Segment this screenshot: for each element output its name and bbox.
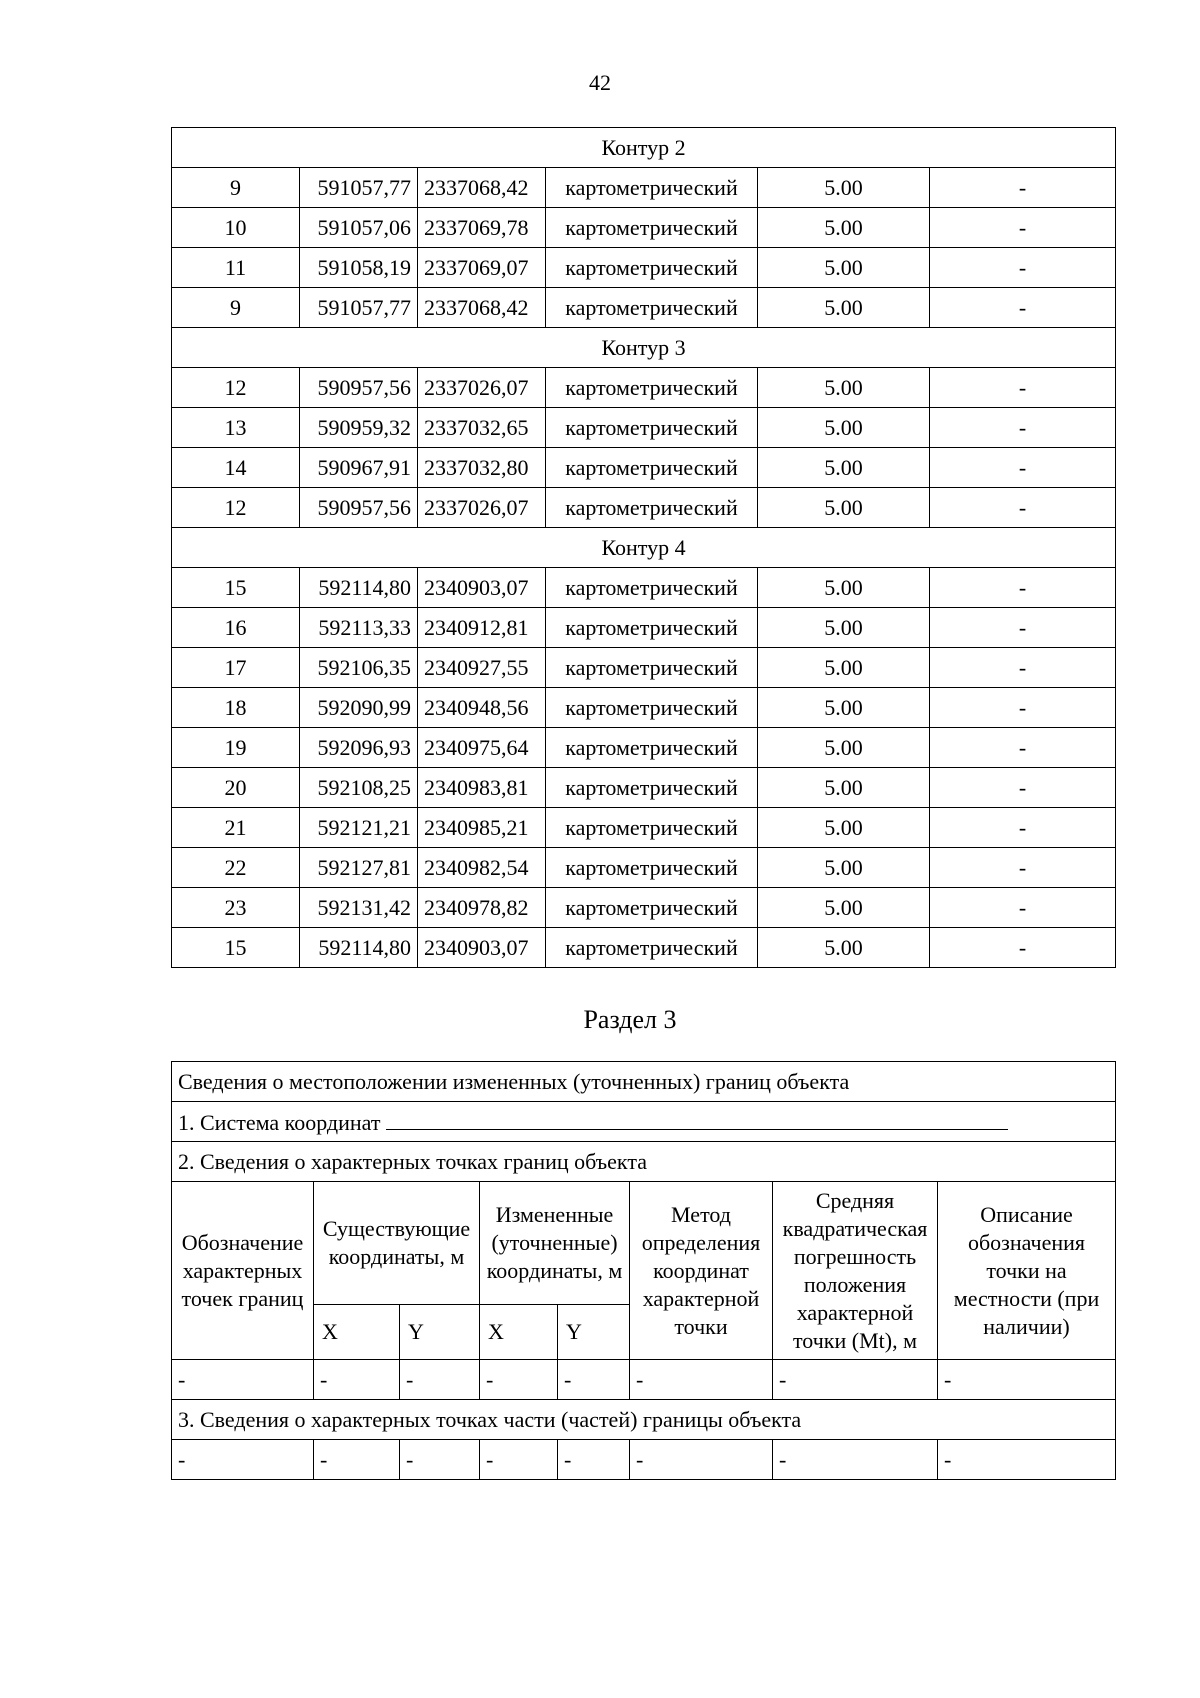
- coord-x-cell: 590957,56: [300, 368, 418, 408]
- contour-title: Контур 4: [172, 528, 1116, 568]
- coord-x-cell: 591057,06: [300, 208, 418, 248]
- point-number-cell: 11: [172, 248, 300, 288]
- coord-system-blank: [386, 1109, 1008, 1130]
- coord-y-cell: 2337032,80: [418, 448, 546, 488]
- coord-y-cell: 2340985,21: [418, 808, 546, 848]
- point-number-cell: 15: [172, 568, 300, 608]
- method-cell: картометрический: [546, 448, 758, 488]
- table-row: [172, 368, 1116, 408]
- coord-y-cell: 2337069,78: [418, 208, 546, 248]
- contour-title: Контур 3: [172, 328, 1116, 368]
- points-empty-row: [172, 1360, 1116, 1400]
- empty-value-cell: -: [558, 1440, 630, 1480]
- coord-x-cell: 592114,80: [300, 928, 418, 968]
- contour-header-row: [172, 528, 1116, 568]
- method-cell: картометрический: [546, 768, 758, 808]
- col-method: Метод определения координат характерной точки: [630, 1182, 773, 1360]
- empty-value-cell: -: [480, 1360, 558, 1400]
- coord-x-cell: 590959,32: [300, 408, 418, 448]
- point-number-cell: 22: [172, 848, 300, 888]
- accuracy-cell: 5.00: [758, 248, 930, 288]
- coord-x-cell: 591057,77: [300, 288, 418, 328]
- coord-y-cell: 2340927,55: [418, 648, 546, 688]
- empty-value-cell: -: [400, 1360, 480, 1400]
- point-number-cell: 12: [172, 368, 300, 408]
- col-description: Описание обозначения точки на местности (при наличии): [938, 1182, 1116, 1360]
- section3-table: [171, 1061, 1116, 1480]
- coord-y-cell: 2340983,81: [418, 768, 546, 808]
- coord-x-cell: 592106,35: [300, 648, 418, 688]
- coord-y-cell: 2337026,07: [418, 368, 546, 408]
- accuracy-cell: 5.00: [758, 728, 930, 768]
- point-number-cell: 18: [172, 688, 300, 728]
- point-number-cell: 9: [172, 168, 300, 208]
- empty-value-cell: -: [938, 1360, 1116, 1400]
- table-row: [172, 808, 1116, 848]
- coord-x-cell: 592121,21: [300, 808, 418, 848]
- empty-value-cell: -: [558, 1360, 630, 1400]
- accuracy-cell: 5.00: [758, 488, 930, 528]
- empty-value-cell: -: [773, 1360, 938, 1400]
- table-row: [172, 928, 1116, 968]
- accuracy-cell: 5.00: [758, 928, 930, 968]
- boundary-points-table: [171, 127, 1116, 968]
- description-cell: -: [930, 848, 1116, 888]
- accuracy-cell: 5.00: [758, 288, 930, 328]
- coord-y-cell: 2340975,64: [418, 728, 546, 768]
- table-row: [172, 848, 1116, 888]
- parts-empty-row: [172, 1440, 1116, 1480]
- method-cell: картометрический: [546, 168, 758, 208]
- description-cell: -: [930, 888, 1116, 928]
- empty-value-cell: -: [400, 1440, 480, 1480]
- description-cell: -: [930, 688, 1116, 728]
- coord-x-cell: 591058,19: [300, 248, 418, 288]
- coord-y-cell: 2340978,82: [418, 888, 546, 928]
- accuracy-cell: 5.00: [758, 168, 930, 208]
- coord-x-cell: 590957,56: [300, 488, 418, 528]
- col-accuracy: Средняя квадратическая погрешность положения характерной точки (Mt), м: [773, 1182, 938, 1360]
- method-cell: картометрический: [546, 728, 758, 768]
- col-designation: Обозначение характерных точек границ: [172, 1182, 314, 1360]
- accuracy-cell: 5.00: [758, 688, 930, 728]
- table-row: [172, 768, 1116, 808]
- accuracy-cell: 5.00: [758, 408, 930, 448]
- coord-y-cell: 2337026,07: [418, 488, 546, 528]
- empty-value-cell: -: [172, 1360, 314, 1400]
- method-cell: картометрический: [546, 808, 758, 848]
- point-number-cell: 9: [172, 288, 300, 328]
- coord-x-cell: 592127,81: [300, 848, 418, 888]
- col-changed-coords: Измененные (уточненные) координаты, м: [480, 1182, 630, 1305]
- method-cell: картометрический: [546, 568, 758, 608]
- page-number: 42: [589, 70, 611, 95]
- description-cell: -: [930, 248, 1116, 288]
- method-cell: картометрический: [546, 608, 758, 648]
- method-cell: картометрический: [546, 368, 758, 408]
- table-row: [172, 488, 1116, 528]
- coord-y-cell: 2337068,42: [418, 168, 546, 208]
- method-cell: картометрический: [546, 408, 758, 448]
- col-existing-x: X: [314, 1305, 400, 1360]
- col-existing-coords: Существующие координаты, м: [314, 1182, 480, 1305]
- accuracy-cell: 5.00: [758, 768, 930, 808]
- method-cell: картометрический: [546, 288, 758, 328]
- accuracy-cell: 5.00: [758, 368, 930, 408]
- points-heading: 2. Сведения о характерных точках границ объекта: [172, 1142, 1116, 1182]
- table-row: [172, 568, 1116, 608]
- table-row: [172, 288, 1116, 328]
- accuracy-cell: 5.00: [758, 608, 930, 648]
- coord-x-cell: 592090,99: [300, 688, 418, 728]
- coord-y-cell: 2337069,07: [418, 248, 546, 288]
- contour-header-row: [172, 128, 1116, 168]
- empty-value-cell: -: [314, 1440, 400, 1480]
- point-number-cell: 23: [172, 888, 300, 928]
- description-cell: -: [930, 808, 1116, 848]
- empty-value-cell: -: [773, 1440, 938, 1480]
- table-row: [172, 208, 1116, 248]
- method-cell: картометрический: [546, 208, 758, 248]
- point-number-cell: 16: [172, 608, 300, 648]
- empty-value-cell: -: [480, 1440, 558, 1480]
- contour-title: Контур 2: [172, 128, 1116, 168]
- method-cell: картометрический: [546, 928, 758, 968]
- point-number-cell: 13: [172, 408, 300, 448]
- table-row: [172, 608, 1116, 648]
- coord-y-cell: 2337068,42: [418, 288, 546, 328]
- method-cell: картометрический: [546, 488, 758, 528]
- table-row: [172, 688, 1116, 728]
- description-cell: -: [930, 488, 1116, 528]
- accuracy-cell: 5.00: [758, 648, 930, 688]
- method-cell: картометрический: [546, 848, 758, 888]
- accuracy-cell: 5.00: [758, 848, 930, 888]
- coord-x-cell: 590967,91: [300, 448, 418, 488]
- accuracy-cell: 5.00: [758, 808, 930, 848]
- coord-x-cell: 592108,25: [300, 768, 418, 808]
- coord-x-cell: 592113,33: [300, 608, 418, 648]
- method-cell: картометрический: [546, 688, 758, 728]
- point-number-cell: 17: [172, 648, 300, 688]
- empty-value-cell: -: [938, 1440, 1116, 1480]
- point-number-cell: 21: [172, 808, 300, 848]
- table-row: [172, 728, 1116, 768]
- point-number-cell: 10: [172, 208, 300, 248]
- table-row: [172, 648, 1116, 688]
- description-cell: -: [930, 168, 1116, 208]
- point-number-cell: 15: [172, 928, 300, 968]
- contour-header-row: [172, 328, 1116, 368]
- coord-system-label: 1. Система координат: [178, 1110, 381, 1135]
- accuracy-cell: 5.00: [758, 568, 930, 608]
- table-row: [172, 888, 1116, 928]
- description-cell: -: [930, 288, 1116, 328]
- empty-value-cell: -: [172, 1440, 314, 1480]
- description-cell: -: [930, 928, 1116, 968]
- description-cell: -: [930, 648, 1116, 688]
- section-title: Раздел 3: [583, 1005, 677, 1034]
- description-cell: -: [930, 608, 1116, 648]
- coord-y-cell: 2340903,07: [418, 568, 546, 608]
- coord-system-row: [172, 1102, 1116, 1142]
- empty-value-cell: -: [314, 1360, 400, 1400]
- description-cell: -: [930, 568, 1116, 608]
- coord-x-cell: 592096,93: [300, 728, 418, 768]
- accuracy-cell: 5.00: [758, 448, 930, 488]
- description-cell: -: [930, 408, 1116, 448]
- col-changed-y: Y: [558, 1305, 630, 1360]
- description-cell: -: [930, 368, 1116, 408]
- coord-y-cell: 2337032,65: [418, 408, 546, 448]
- method-cell: картометрический: [546, 248, 758, 288]
- accuracy-cell: 5.00: [758, 208, 930, 248]
- coord-y-cell: 2340948,56: [418, 688, 546, 728]
- coord-x-cell: 592131,42: [300, 888, 418, 928]
- description-cell: -: [930, 448, 1116, 488]
- coord-y-cell: 2340982,54: [418, 848, 546, 888]
- description-cell: -: [930, 728, 1116, 768]
- section3-heading: Сведения о местоположении измененных (уточненных) границ объекта: [172, 1062, 1116, 1102]
- empty-value-cell: -: [630, 1440, 773, 1480]
- table-row: [172, 408, 1116, 448]
- coord-x-cell: 592114,80: [300, 568, 418, 608]
- point-number-cell: 19: [172, 728, 300, 768]
- method-cell: картометрический: [546, 888, 758, 928]
- table-row: [172, 448, 1116, 488]
- table-row: [172, 248, 1116, 288]
- col-existing-y: Y: [400, 1305, 480, 1360]
- accuracy-cell: 5.00: [758, 888, 930, 928]
- coord-y-cell: 2340912,81: [418, 608, 546, 648]
- coord-x-cell: 591057,77: [300, 168, 418, 208]
- empty-value-cell: -: [630, 1360, 773, 1400]
- parts-heading: 3. Сведения о характерных точках части (частей) границы объекта: [172, 1400, 1116, 1440]
- method-cell: картометрический: [546, 648, 758, 688]
- point-number-cell: 12: [172, 488, 300, 528]
- col-changed-x: X: [480, 1305, 558, 1360]
- coord-y-cell: 2340903,07: [418, 928, 546, 968]
- point-number-cell: 20: [172, 768, 300, 808]
- table-row: [172, 168, 1116, 208]
- description-cell: -: [930, 768, 1116, 808]
- point-number-cell: 14: [172, 448, 300, 488]
- description-cell: -: [930, 208, 1116, 248]
